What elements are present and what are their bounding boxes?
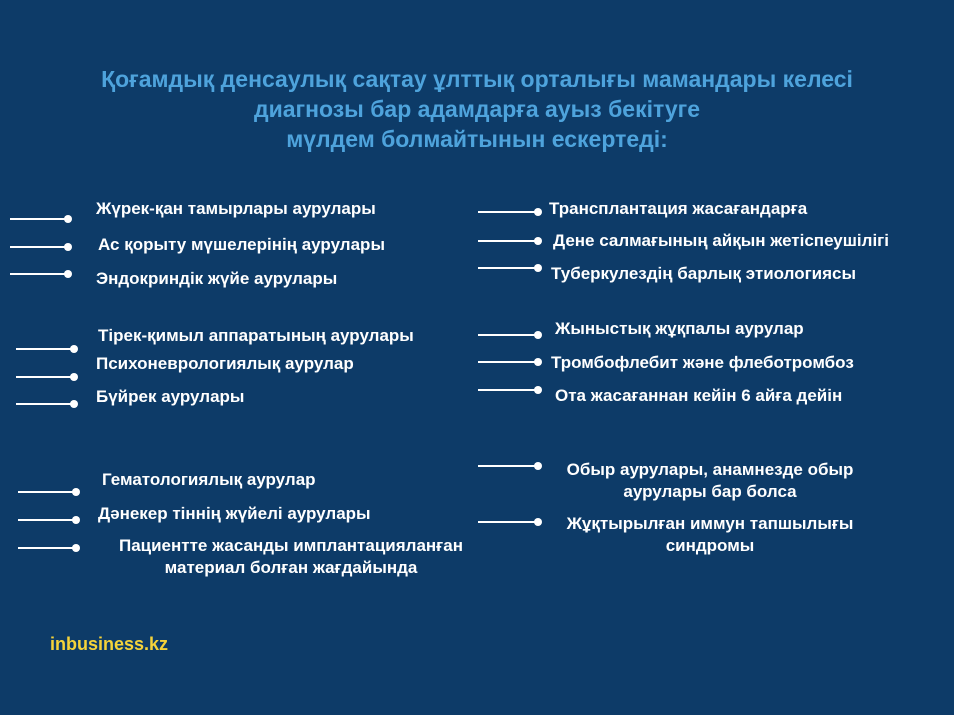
connector-line bbox=[10, 218, 68, 220]
title-line-3: мүлдем болмайтынын ескертеді: bbox=[286, 126, 668, 152]
list-item: Психоневрологиялық аурулар bbox=[96, 354, 354, 373]
connector-line bbox=[16, 376, 74, 378]
list-item: Дәнекер тіннің жүйелі аурулары bbox=[98, 504, 371, 523]
title-line-1: Қоғамдық денсаулық сақтау ұлттық орталығы мамандары келесі bbox=[101, 66, 853, 92]
list-item-line: Обыр аурулары, анамнезде обыр bbox=[566, 460, 854, 479]
connector-line bbox=[478, 211, 538, 213]
connector-line bbox=[18, 547, 76, 549]
list-item-implant bbox=[96, 535, 486, 579]
list-item: Туберкулездің барлық этиологиясы bbox=[551, 264, 857, 283]
connector-line bbox=[478, 240, 538, 242]
connector-line bbox=[10, 273, 68, 275]
list-item: Ота жасағаннан кейін 6 айға дейін bbox=[555, 386, 843, 405]
list-item: Бүйрек аурулары bbox=[96, 387, 245, 406]
list-item: Трансплантация жасағандарға bbox=[549, 199, 808, 218]
brand-logo-text: inbusiness.kz bbox=[50, 634, 169, 654]
connector-line bbox=[478, 267, 538, 269]
connector-line bbox=[18, 519, 76, 521]
list-item-line: синдромы bbox=[665, 536, 755, 555]
connector-line bbox=[18, 491, 76, 493]
connector-line bbox=[478, 389, 538, 391]
list-item: Ас қорыту мүшелерінің аурулары bbox=[98, 235, 385, 254]
connector-line bbox=[478, 361, 538, 363]
connector-line bbox=[16, 348, 74, 350]
connector-line bbox=[10, 246, 68, 248]
list-item-hiv bbox=[550, 513, 870, 557]
connector-line bbox=[478, 521, 538, 523]
list-item: Гематологиялық аурулар bbox=[102, 470, 316, 489]
title-line-2: диагнозы бар адамдарға ауыз бекітуге bbox=[254, 96, 700, 122]
list-item: Тромбофлебит және флеботромбоз bbox=[551, 353, 854, 372]
list-item-cancer bbox=[550, 459, 870, 503]
list-item: Дене салмағының айқын жетіспеушілігі bbox=[553, 231, 889, 250]
connector-line bbox=[478, 465, 538, 467]
list-item-line: аурулары бар болса bbox=[623, 482, 797, 501]
list-item-line: материал болған жағдайында bbox=[164, 558, 418, 577]
list-item: Жүрек-қан тамырлары аурулары bbox=[96, 199, 376, 218]
list-item: Жыныстық жұқпалы аурулар bbox=[555, 319, 804, 338]
list-item-line: Пациентте жасанды имплантацияланған bbox=[118, 536, 463, 555]
connector-line bbox=[478, 334, 538, 336]
connector-line bbox=[16, 403, 74, 405]
list-item-line: Жұқтырылған иммун тапшылығы bbox=[566, 514, 854, 533]
page-title bbox=[40, 64, 914, 154]
list-item: Тірек-қимыл аппаратының аурулары bbox=[98, 326, 414, 345]
list-item: Эндокриндік жүйе аурулары bbox=[96, 269, 338, 288]
